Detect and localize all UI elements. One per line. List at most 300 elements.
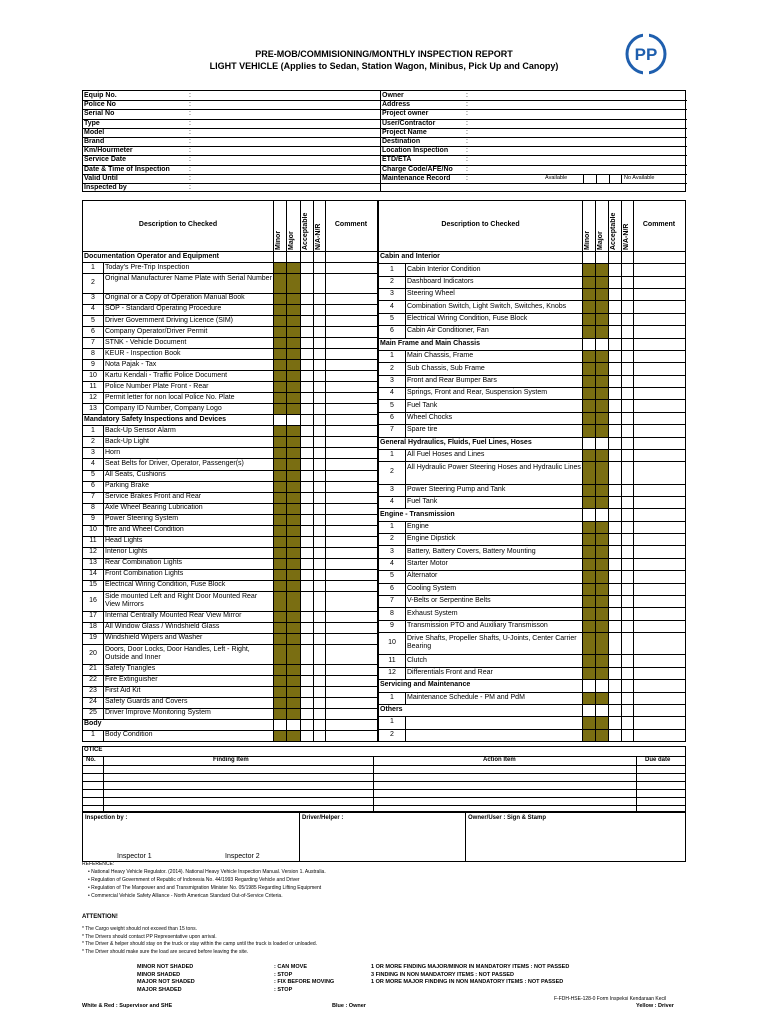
- major-shade: [287, 526, 300, 536]
- minor-shade: [274, 515, 286, 525]
- row-description: Power Steering System: [105, 515, 179, 523]
- checklist-row: [83, 273, 273, 293]
- checklist-row: [379, 667, 582, 679]
- row-description: Front Combination Lights: [105, 570, 184, 578]
- minor-shade: [274, 448, 286, 458]
- right-section-title: Others: [380, 706, 403, 714]
- reference-item: • Commercial Vehicle Safety Alliance - North American Standard Out-of-Service Criteria.: [88, 893, 283, 899]
- row-number: 7: [91, 493, 95, 501]
- checklist-row: [379, 620, 582, 632]
- major-shade: [287, 634, 300, 644]
- minor-shade: [583, 534, 595, 545]
- header-field: [381, 91, 687, 100]
- minor-shade: [274, 274, 286, 293]
- header-field-label: Type: [84, 119, 100, 127]
- minor-shade: [274, 731, 286, 741]
- checklist-row: [83, 359, 273, 370]
- row-number: 13: [89, 404, 97, 412]
- major-shade: [596, 289, 608, 300]
- copy-yellow: Yellow : Driver: [636, 1003, 674, 1009]
- row-description: Doors, Door Locks, Door Handles, Left - Right, Outside and Inner: [105, 645, 250, 661]
- minor-shade: [583, 693, 595, 704]
- row-description: Back-Up Sensor Alarm: [105, 426, 176, 434]
- header-field: [381, 146, 687, 155]
- row-number: 3: [390, 376, 394, 384]
- row-number: 1: [390, 352, 394, 360]
- row-description: Spare tire: [407, 426, 438, 434]
- minor-shade: [274, 263, 286, 273]
- row-description: Engine Dipstick: [407, 535, 456, 543]
- minor-shade: [274, 504, 286, 514]
- header-field-label: Date & Time of Inspection: [84, 165, 170, 173]
- major-shade: [287, 382, 300, 392]
- row-number: 9: [91, 515, 95, 523]
- major-shade: [287, 263, 300, 273]
- major-shade: [596, 277, 608, 288]
- row-description: All Fuel Hoses and Lines: [407, 451, 485, 459]
- row-description: V-Belts or Serpentine Belts: [407, 597, 491, 605]
- header-field: [83, 174, 380, 183]
- row-description: Front and Rear Bumper Bars: [407, 376, 497, 384]
- row-description: Rear Combination Lights: [105, 559, 183, 567]
- checklist-row: [83, 633, 273, 644]
- row-number: 5: [390, 315, 394, 323]
- minor-shade: [583, 559, 595, 570]
- owner-user-label: Owner/User : Sign & Stamp: [468, 815, 547, 821]
- row-number: 14: [89, 570, 97, 578]
- checklist-row: [379, 729, 582, 741]
- minor-shade: [274, 687, 286, 697]
- row-number: 21: [89, 665, 97, 673]
- row-number: 6: [390, 584, 394, 592]
- minor-shade: [583, 425, 595, 436]
- row-description: Fire Extinguisher: [105, 676, 158, 684]
- header-field-colon: :: [189, 101, 191, 109]
- minor-shade: [583, 485, 595, 496]
- header-field-label: Project Name: [382, 128, 427, 136]
- row-description: Cabin Interior Condition: [407, 265, 481, 273]
- major-shade: [287, 274, 300, 293]
- no-available-label: No Available: [624, 175, 655, 182]
- minor-shade: [583, 400, 595, 411]
- row-description: Horn: [105, 448, 121, 456]
- checklist-row: [379, 313, 582, 325]
- header-field-colon: :: [189, 92, 191, 99]
- checklist-row: [379, 583, 582, 595]
- row-number: 1: [390, 693, 394, 701]
- row-description: Starter Motor: [407, 560, 448, 568]
- header-field-label: Maintenance Record: [382, 174, 451, 182]
- checklist-row: [379, 545, 582, 557]
- row-number: 10: [89, 371, 97, 379]
- major-shade: [596, 596, 608, 607]
- right-major-header: Major: [597, 231, 604, 250]
- row-number: 4: [91, 459, 95, 467]
- major-shade: [287, 371, 300, 381]
- checklist-row: [379, 716, 582, 728]
- left-minor-header: Minor: [275, 230, 282, 250]
- minor-shade: [583, 596, 595, 607]
- major-shade: [596, 326, 608, 337]
- row-number: 1: [390, 265, 394, 273]
- minor-shade: [274, 459, 286, 469]
- minor-shade: [274, 338, 286, 348]
- major-shade: [287, 645, 300, 664]
- right-na-header: N/A-N/R: [623, 223, 630, 250]
- minor-shade: [274, 612, 286, 622]
- minor-shade: [583, 584, 595, 595]
- row-number: 6: [390, 414, 394, 422]
- row-number: 5: [390, 572, 394, 580]
- row-description: Nota Pajak - Tax: [105, 360, 157, 368]
- checklist-row: [83, 403, 273, 414]
- header-field-label: Police No: [84, 101, 116, 109]
- row-number: 15: [89, 581, 97, 589]
- row-description: Combination Switch, Light Switch, Switches, Knobs: [407, 302, 567, 310]
- major-shade: [287, 448, 300, 458]
- checklist-row: [83, 525, 273, 536]
- row-description: Sub Chassis, Sub Frame: [407, 364, 485, 372]
- major-shade: [596, 485, 608, 496]
- major-shade: [596, 425, 608, 436]
- minor-shade: [583, 633, 595, 654]
- header-field: [381, 128, 687, 137]
- major-shade: [596, 584, 608, 595]
- checklist-row: [379, 570, 582, 582]
- major-shade: [596, 546, 608, 557]
- row-description: Fuel Tank: [407, 498, 438, 506]
- minor-shade: [274, 294, 286, 304]
- left-section-title: Documentation Operator and Equipment: [84, 252, 219, 260]
- report-title: PRE-MOB/COMMISIONING/MONTHLY INSPECTION REPORT: [255, 49, 513, 59]
- row-number: 2: [390, 468, 394, 476]
- row-number: 1: [91, 426, 95, 434]
- row-description: Springs, Front and Rear, Suspension System: [407, 389, 548, 397]
- left-description-header: Description to Checked: [138, 221, 218, 228]
- header-field-colon: :: [466, 174, 468, 182]
- major-shade: [287, 459, 300, 469]
- checklist-row: [83, 470, 273, 481]
- left-section-title: Body: [84, 720, 102, 728]
- checklist-row: [83, 304, 273, 315]
- header-field: [381, 119, 687, 128]
- header-field: [83, 100, 380, 109]
- row-number: 3: [91, 294, 95, 302]
- checklist-row: [83, 611, 273, 622]
- minor-shade: [274, 581, 286, 591]
- row-description: Cooling System: [407, 584, 457, 592]
- minor-shade: [583, 608, 595, 619]
- header-field-colon: :: [189, 184, 191, 191]
- checklist-row: [83, 425, 273, 436]
- major-shade: [596, 314, 608, 325]
- checklist-row: [379, 632, 582, 654]
- row-description: Company ID Number, Company Logo: [105, 404, 222, 412]
- major-shade: [287, 327, 300, 337]
- header-field-label: Location Inspection: [382, 147, 449, 155]
- reference-item: • Regulation of The Manpower and and Transmigration Minister No. 05/1985 Regarding Lifting Equipment: [88, 885, 322, 891]
- checklist-row: [379, 276, 582, 288]
- major-shade: [596, 534, 608, 545]
- attention-item: * The Driver & helper should stay on the truck or stay within the camp until the truck is loaded or unloaded.: [82, 941, 318, 947]
- checklist-row: [83, 326, 273, 337]
- header-field-label: Equip No.: [84, 92, 117, 99]
- right-section-title: Main Frame and Main Chassis: [380, 339, 480, 347]
- checklist-row: [83, 458, 273, 469]
- major-shade: [596, 413, 608, 424]
- minor-shade: [274, 316, 286, 326]
- minor-shade: [583, 363, 595, 374]
- header-field: [83, 128, 380, 137]
- minor-shade: [583, 497, 595, 508]
- minor-shade: [274, 493, 286, 503]
- checklist-row: [83, 708, 273, 719]
- major-shade: [596, 301, 608, 312]
- row-number: 19: [89, 634, 97, 642]
- checklist-row: [379, 533, 582, 545]
- row-number: 8: [390, 609, 394, 617]
- header-field-label: Brand: [84, 138, 105, 145]
- checklist-row: [379, 521, 582, 533]
- report-subtitle: LIGHT VEHICLE (Applies to Sedan, Station Wagon, Minibus, Pick Up and Canopy): [209, 61, 559, 71]
- checklist-row: [83, 536, 273, 547]
- row-number: 7: [91, 338, 95, 346]
- header-field-colon: :: [466, 128, 468, 136]
- row-number: 2: [91, 437, 95, 445]
- checklist-row: [379, 654, 582, 666]
- checklist-row: [379, 263, 582, 275]
- row-number: 12: [89, 393, 97, 401]
- major-shade: [287, 338, 300, 348]
- major-shade: [287, 665, 300, 675]
- header-field: [83, 91, 380, 100]
- header-field: [83, 137, 380, 146]
- legend-label: MAJOR NOT SHADED: [137, 979, 195, 985]
- checklist-row: [379, 362, 582, 374]
- major-shade: [287, 709, 300, 719]
- row-description: Differentials Front and Rear: [407, 668, 493, 676]
- major-shade: [596, 497, 608, 508]
- company-logo: [620, 32, 672, 76]
- checklist-row: [83, 293, 273, 304]
- header-field-label: Service Date: [84, 156, 127, 164]
- major-shade: [287, 623, 300, 633]
- row-number: 2: [91, 278, 95, 286]
- header-field-label: Km/Hourmeter: [84, 147, 133, 155]
- right-comment-header: Comment: [642, 221, 676, 228]
- left-major-header: Major: [288, 231, 295, 250]
- row-number: 11: [89, 382, 97, 390]
- checklist-row: [379, 325, 582, 337]
- row-description: Body Condition: [105, 731, 153, 739]
- row-number: 7: [390, 426, 394, 434]
- header-field: [83, 183, 380, 192]
- header-field-label: User/Contractor: [382, 119, 436, 127]
- major-shade: [596, 388, 608, 399]
- available-label: Available: [545, 175, 568, 182]
- right-section-title: General Hydraulics, Fluids, Fuel Lines, Hoses: [380, 438, 532, 446]
- copy-blue: Blue : Owner: [332, 1003, 366, 1009]
- major-shade: [596, 730, 608, 741]
- checklist-row: [379, 449, 582, 461]
- left-comment-header: Comment: [334, 221, 368, 228]
- form-code: F-FDH-HSE-128-0 Form Inspeksi Kendaraan Kecil: [554, 996, 667, 1002]
- minor-shade: [583, 264, 595, 275]
- row-number: 3: [390, 290, 394, 298]
- reference-item: • Regulation of Government of Republic of Indonesia No. 44/1993 Regarding Vehicle and Driver: [88, 877, 300, 883]
- minor-shade: [274, 559, 286, 569]
- row-number: 24: [89, 698, 97, 706]
- row-number: 1: [91, 263, 95, 271]
- minor-shade: [274, 709, 286, 719]
- major-shade: [287, 305, 300, 315]
- header-field-colon: :: [189, 138, 191, 145]
- row-number: 5: [91, 471, 95, 479]
- row-description: First Aid Kit: [105, 687, 141, 695]
- minor-shade: [583, 571, 595, 582]
- row-description: All Window Glass / Windshield Glass: [105, 623, 220, 631]
- row-description: Steering Wheel: [407, 290, 455, 298]
- major-shade: [287, 559, 300, 569]
- row-number: 3: [91, 448, 95, 456]
- attention-item: * The Drivers should contact PP Representative upon arrival.: [82, 933, 217, 940]
- checklist-row: [379, 607, 582, 619]
- minor-shade: [583, 326, 595, 337]
- major-shade: [596, 264, 608, 275]
- row-number: 4: [390, 560, 394, 568]
- checklist-row: [379, 350, 582, 362]
- row-description: Main Chassis, Frame: [407, 352, 474, 360]
- row-description: Internal Centrally Mounted Rear View Mirror: [105, 612, 242, 620]
- major-shade: [596, 462, 608, 483]
- reference-title: REFERENCE:: [82, 861, 115, 867]
- header-field-label: Destination: [382, 138, 421, 145]
- row-description: Driver Improve Monitoring System: [105, 709, 211, 717]
- header-field: [381, 100, 687, 109]
- copy-white-red: White & Red : Supervisor and SHE: [82, 1003, 173, 1009]
- checklist-row: [83, 392, 273, 403]
- row-description: Safety Triangles: [105, 665, 156, 673]
- minor-shade: [583, 388, 595, 399]
- minor-shade: [583, 546, 595, 557]
- minor-shade: [583, 351, 595, 362]
- row-number: 3: [390, 547, 394, 555]
- major-shade: [287, 294, 300, 304]
- row-number: 20: [89, 649, 97, 657]
- right-acceptable-header: Acceptable: [610, 212, 617, 250]
- row-number: 2: [390, 535, 394, 543]
- major-shade: [596, 522, 608, 533]
- row-description: Electrical Wiring Condition, Fuse Block: [105, 581, 226, 589]
- header-field-colon: :: [189, 174, 191, 182]
- row-number: 7: [390, 597, 394, 605]
- row-number: 11: [89, 537, 97, 545]
- header-field-label: Address: [382, 101, 411, 109]
- minor-shade: [583, 655, 595, 666]
- notice-title: OTICE: [84, 747, 103, 753]
- checklist-row: [83, 381, 273, 392]
- minor-shade: [583, 522, 595, 533]
- major-shade: [287, 493, 300, 503]
- major-shade: [287, 426, 300, 436]
- checklist-row: [83, 436, 273, 447]
- checklist-row: [379, 692, 582, 704]
- minor-shade: [274, 676, 286, 686]
- row-number: 10: [388, 639, 396, 647]
- row-number: 10: [89, 526, 97, 534]
- row-description: Power Steering Pump and Tank: [407, 485, 506, 493]
- major-shade: [596, 571, 608, 582]
- row-number: 2: [390, 364, 394, 372]
- minor-shade: [274, 305, 286, 315]
- row-description: Permit letter for non local Police No. Plate: [105, 393, 235, 401]
- major-shade: [287, 698, 300, 708]
- major-shade: [287, 360, 300, 370]
- minor-shade: [583, 668, 595, 679]
- header-field: [83, 165, 380, 174]
- row-description: Kartu Kendali - Traffic Police Document: [105, 371, 228, 379]
- checklist-row: [83, 547, 273, 558]
- minor-shade: [274, 327, 286, 337]
- major-shade: [287, 471, 300, 481]
- major-shade: [287, 687, 300, 697]
- row-description: Dashboard Indicators: [407, 277, 474, 285]
- checklist-row: [83, 370, 273, 381]
- right-section-title: Engine - Transmission: [380, 510, 455, 518]
- inspector-2-label: Inspector 2: [225, 853, 260, 860]
- row-description: Today's Pre-Trip Inspection: [105, 263, 190, 271]
- major-shade: [287, 731, 300, 741]
- major-shade: [596, 376, 608, 387]
- minor-shade: [274, 592, 286, 611]
- row-description: Service Brakes Front and Rear: [105, 493, 202, 501]
- rule-item: 3 FINDING IN NON MANDATORY ITEMS : NOT PASSED: [371, 971, 515, 978]
- row-number: 12: [388, 668, 396, 676]
- checklist-row: [83, 492, 273, 503]
- header-field: [381, 137, 687, 146]
- header-field-colon: :: [466, 147, 468, 155]
- row-description: Fuel Tank: [407, 401, 438, 409]
- legend-label: MINOR SHADED: [137, 971, 181, 978]
- minor-shade: [274, 426, 286, 436]
- row-description: Electrical Wiring Condition, Fuse Block: [407, 315, 528, 323]
- row-description: Company Operator/Driver Permit: [105, 327, 208, 335]
- header-field-label: Inspected by: [84, 184, 127, 191]
- row-number: 25: [89, 709, 97, 717]
- major-shade: [596, 400, 608, 411]
- minor-shade: [274, 548, 286, 558]
- row-number: 16: [89, 596, 97, 604]
- row-description: Tire and Wheel Condition: [105, 526, 184, 534]
- major-shade: [596, 363, 608, 374]
- header-field: [83, 119, 380, 128]
- row-number: 6: [91, 482, 95, 490]
- checklist-row: [83, 664, 273, 675]
- minor-shade: [583, 462, 595, 483]
- signature-section: [82, 812, 686, 862]
- row-description: All Seats, Cushions: [105, 471, 166, 479]
- row-number: 2: [390, 277, 394, 285]
- checklist-row: [379, 558, 582, 570]
- row-description: Engine: [407, 522, 429, 530]
- major-shade: [596, 621, 608, 632]
- header-field-colon: :: [189, 128, 191, 136]
- checklist-row: [83, 686, 273, 697]
- checklist-row: [83, 262, 273, 273]
- notice-due-header: Due date: [645, 757, 671, 763]
- inspector-1-label: Inspector 1: [117, 853, 152, 860]
- row-number: 9: [91, 360, 95, 368]
